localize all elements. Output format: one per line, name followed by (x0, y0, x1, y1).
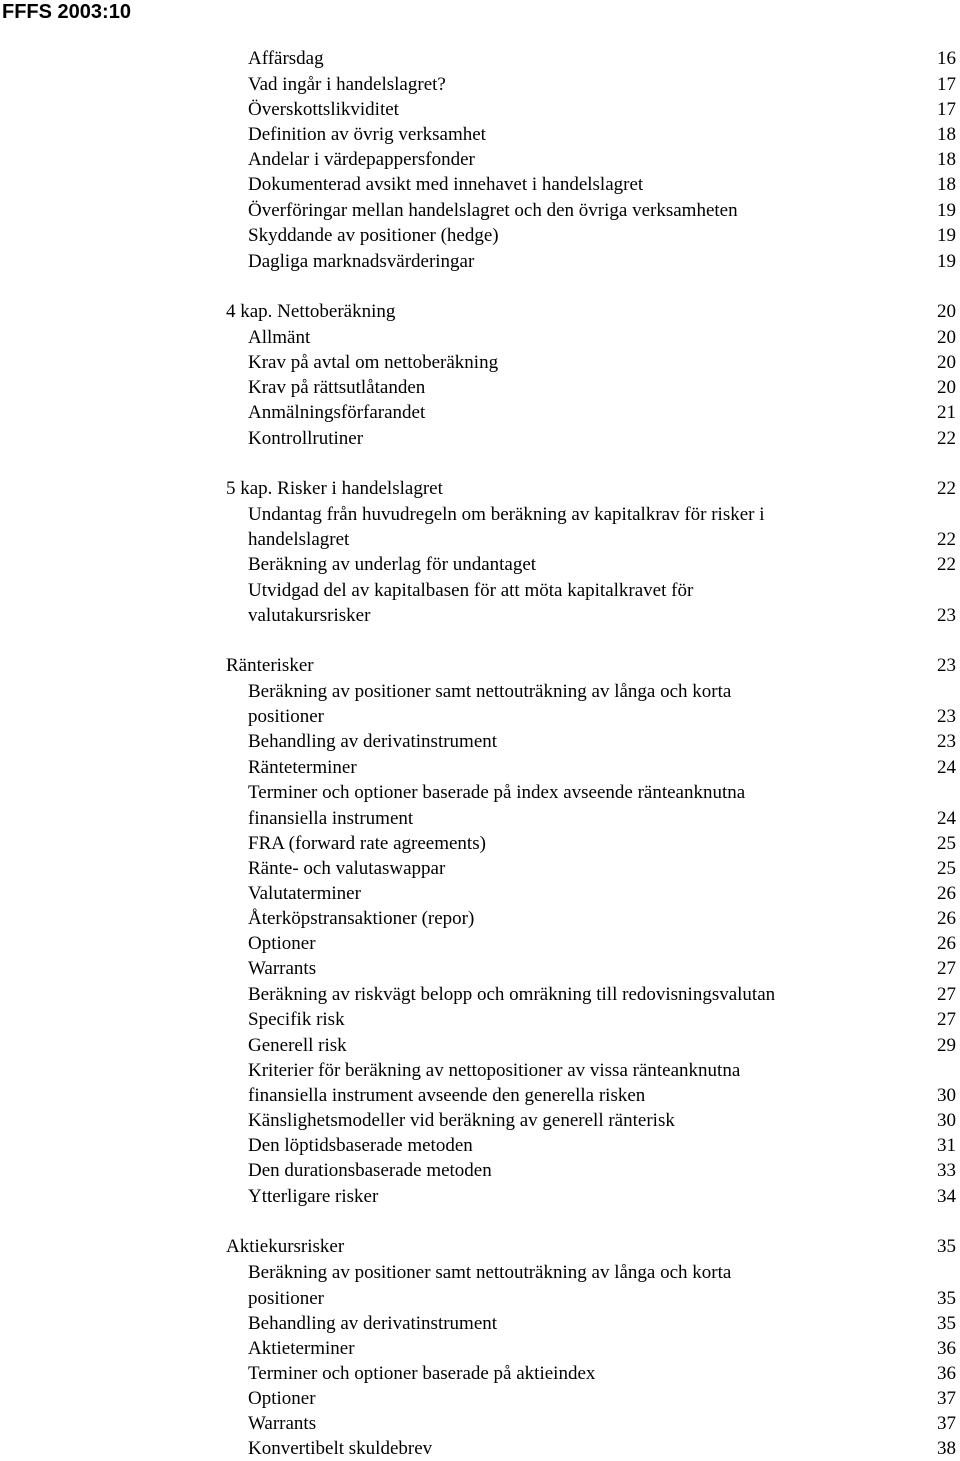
toc-entry-title: Skyddande av positioner (hedge) (248, 225, 499, 246)
toc-page-number: 30 (937, 1085, 956, 1106)
toc-page-number: 27 (937, 958, 956, 979)
toc-entry-title: Dagliga marknadsvärderingar (248, 251, 475, 272)
toc-page-number: 19 (937, 200, 956, 221)
toc-entry-title: Terminer och optioner baserade på aktieindex (248, 1363, 596, 1384)
toc-page-number: 23 (937, 706, 956, 727)
toc-entry-title: Ytterligare risker (248, 1186, 379, 1207)
toc-page-number: 19 (937, 251, 956, 272)
toc-page-number: 17 (937, 74, 956, 95)
toc-page-number: 21 (937, 402, 956, 423)
toc-entry-title: positioner (248, 1288, 324, 1309)
toc-entry-title: Anmälningsförfarandet (248, 402, 426, 423)
toc-page-number: 23 (937, 655, 956, 676)
toc-entry-title: Andelar i värdepappersfonder (248, 149, 475, 170)
toc-entry-title: Beräkning av riskvägt belopp och omräkning till redovisningsvalutan (248, 984, 776, 1005)
toc-entry-title: FRA (forward rate agreements) (248, 833, 486, 854)
toc-entry-title: Känslighetsmodeller vid beräkning av generell ränterisk (248, 1110, 675, 1131)
toc-page-number: 33 (937, 1160, 956, 1181)
toc-page-number: 20 (937, 301, 956, 322)
toc-entry-title: Generell risk (248, 1035, 347, 1056)
toc-entry-title: Beräkning av positioner samt nettouträkning av långa och korta (248, 1262, 732, 1283)
toc-page-number: 22 (937, 529, 956, 550)
page-header-title: FFFS 2003:10 (2, 1, 131, 23)
toc-page-number: 37 (937, 1413, 956, 1434)
toc-page-number: 34 (937, 1186, 956, 1207)
toc-page-number: 20 (937, 377, 956, 398)
toc-entry-title: Utvidgad del av kapitalbasen för att möta kapitalkravet för (248, 580, 694, 601)
toc-entry-title: 5 kap. Risker i handelslagret (226, 478, 443, 499)
toc-page-number: 22 (937, 554, 956, 575)
toc-page-number: 26 (937, 883, 956, 904)
toc-page-number: 36 (937, 1338, 956, 1359)
toc-page-number: 36 (937, 1363, 956, 1384)
toc-page-number: 22 (937, 478, 956, 499)
toc-page-number: 17 (937, 99, 956, 120)
toc-entry-title: Behandling av derivatinstrument (248, 1313, 498, 1334)
toc-entry-title: Beräkning av positioner samt nettouträkning av långa och korta (248, 681, 732, 702)
toc-page-number: 26 (937, 908, 956, 929)
toc-entry-title: Ränterisker (226, 655, 314, 676)
toc-page-number: 30 (937, 1110, 956, 1131)
toc-entry-title: 4 kap. Nettoberäkning (226, 301, 396, 322)
toc-page-number: 18 (937, 149, 956, 170)
toc-entry-title: Specifik risk (248, 1009, 345, 1030)
toc-entry-title: Undantag från huvudregeln om beräkning av kapitalkrav för risker i (248, 504, 765, 525)
toc-page-number: 20 (937, 352, 956, 373)
toc-entry-title: finansiella instrument (248, 808, 414, 829)
toc-entry-title: handelslagret (248, 529, 350, 550)
toc-entry-title: Beräkning av underlag för undantaget (248, 554, 537, 575)
toc-page-number: 37 (937, 1388, 956, 1409)
toc-page-number: 35 (937, 1313, 956, 1334)
toc-page-number: 19 (937, 225, 956, 246)
toc-page-number: 35 (937, 1288, 956, 1309)
toc-entry-title: Återköpstransaktioner (repor) (248, 908, 475, 929)
toc-page-number: 23 (937, 605, 956, 626)
toc-entry-title: Kriterier för beräkning av nettopositioner av vissa ränteanknutna (248, 1060, 741, 1081)
toc-entry-title: Warrants (248, 1413, 317, 1434)
toc-page-number: 16 (937, 48, 956, 69)
toc-page-number: 18 (937, 124, 956, 145)
toc-entry-title: Kontrollrutiner (248, 428, 364, 449)
toc-entry-title: Krav på avtal om nettoberäkning (248, 352, 499, 373)
toc-entry-title: valutakursrisker (248, 605, 371, 626)
toc-entry-title: Optioner (248, 1388, 316, 1409)
toc-entry-title: Aktieterminer (248, 1338, 355, 1359)
toc-entry-title: Ränteterminer (248, 757, 357, 778)
toc-entry-title: Valutaterminer (248, 883, 361, 904)
toc-page-number: 29 (937, 1035, 956, 1056)
toc-entry-title: Warrants (248, 958, 317, 979)
toc-page-number: 27 (937, 1009, 956, 1030)
toc-page-number: 24 (937, 757, 956, 778)
toc-entry-title: finansiella instrument avseende den generella risken (248, 1085, 646, 1106)
toc-entry-title: Den durationsbaserade metoden (248, 1160, 492, 1181)
toc-page-number: 38 (937, 1438, 956, 1459)
toc-page-number: 35 (937, 1236, 956, 1257)
toc-page-number: 24 (937, 808, 956, 829)
toc-entry-title: Affärsdag (248, 48, 324, 69)
toc-page-number: 27 (937, 984, 956, 1005)
toc-page-number: 25 (937, 858, 956, 879)
toc-page-number: 18 (937, 174, 956, 195)
toc-entry-title: Allmänt (248, 327, 311, 348)
toc-entry-title: Optioner (248, 933, 316, 954)
toc-page-number: 26 (937, 933, 956, 954)
toc-page-number: 25 (937, 833, 956, 854)
toc-entry-title: Krav på rättsutlåtanden (248, 377, 426, 398)
toc-page-number: 23 (937, 731, 956, 752)
toc-entry-title: Ränte- och valutaswappar (248, 858, 446, 879)
toc-entry-title: Definition av övrig verksamhet (248, 124, 486, 145)
toc-entry-title: Terminer och optioner baserade på index avseende ränteanknutna (248, 782, 746, 803)
toc-entry-title: Överskottslikviditet (248, 99, 399, 120)
toc-page-number: 20 (937, 327, 956, 348)
toc-entry-title: Aktiekursrisker (226, 1236, 345, 1257)
toc-page-number: 22 (937, 428, 956, 449)
toc-entry-title: Vad ingår i handelslagret? (248, 74, 446, 95)
toc-entry-title: Dokumenterad avsikt med innehavet i handelslagret (248, 174, 644, 195)
toc-entry-title: Behandling av derivatinstrument (248, 731, 498, 752)
toc-entry-title: Konvertibelt skuldebrev (248, 1438, 433, 1459)
toc-entry-title: Den löptidsbaserade metoden (248, 1135, 473, 1156)
toc-entry-title: positioner (248, 706, 324, 727)
toc-entry-title: Överföringar mellan handelslagret och den övriga verksamheten (248, 200, 738, 221)
toc-page-number: 31 (937, 1135, 956, 1156)
